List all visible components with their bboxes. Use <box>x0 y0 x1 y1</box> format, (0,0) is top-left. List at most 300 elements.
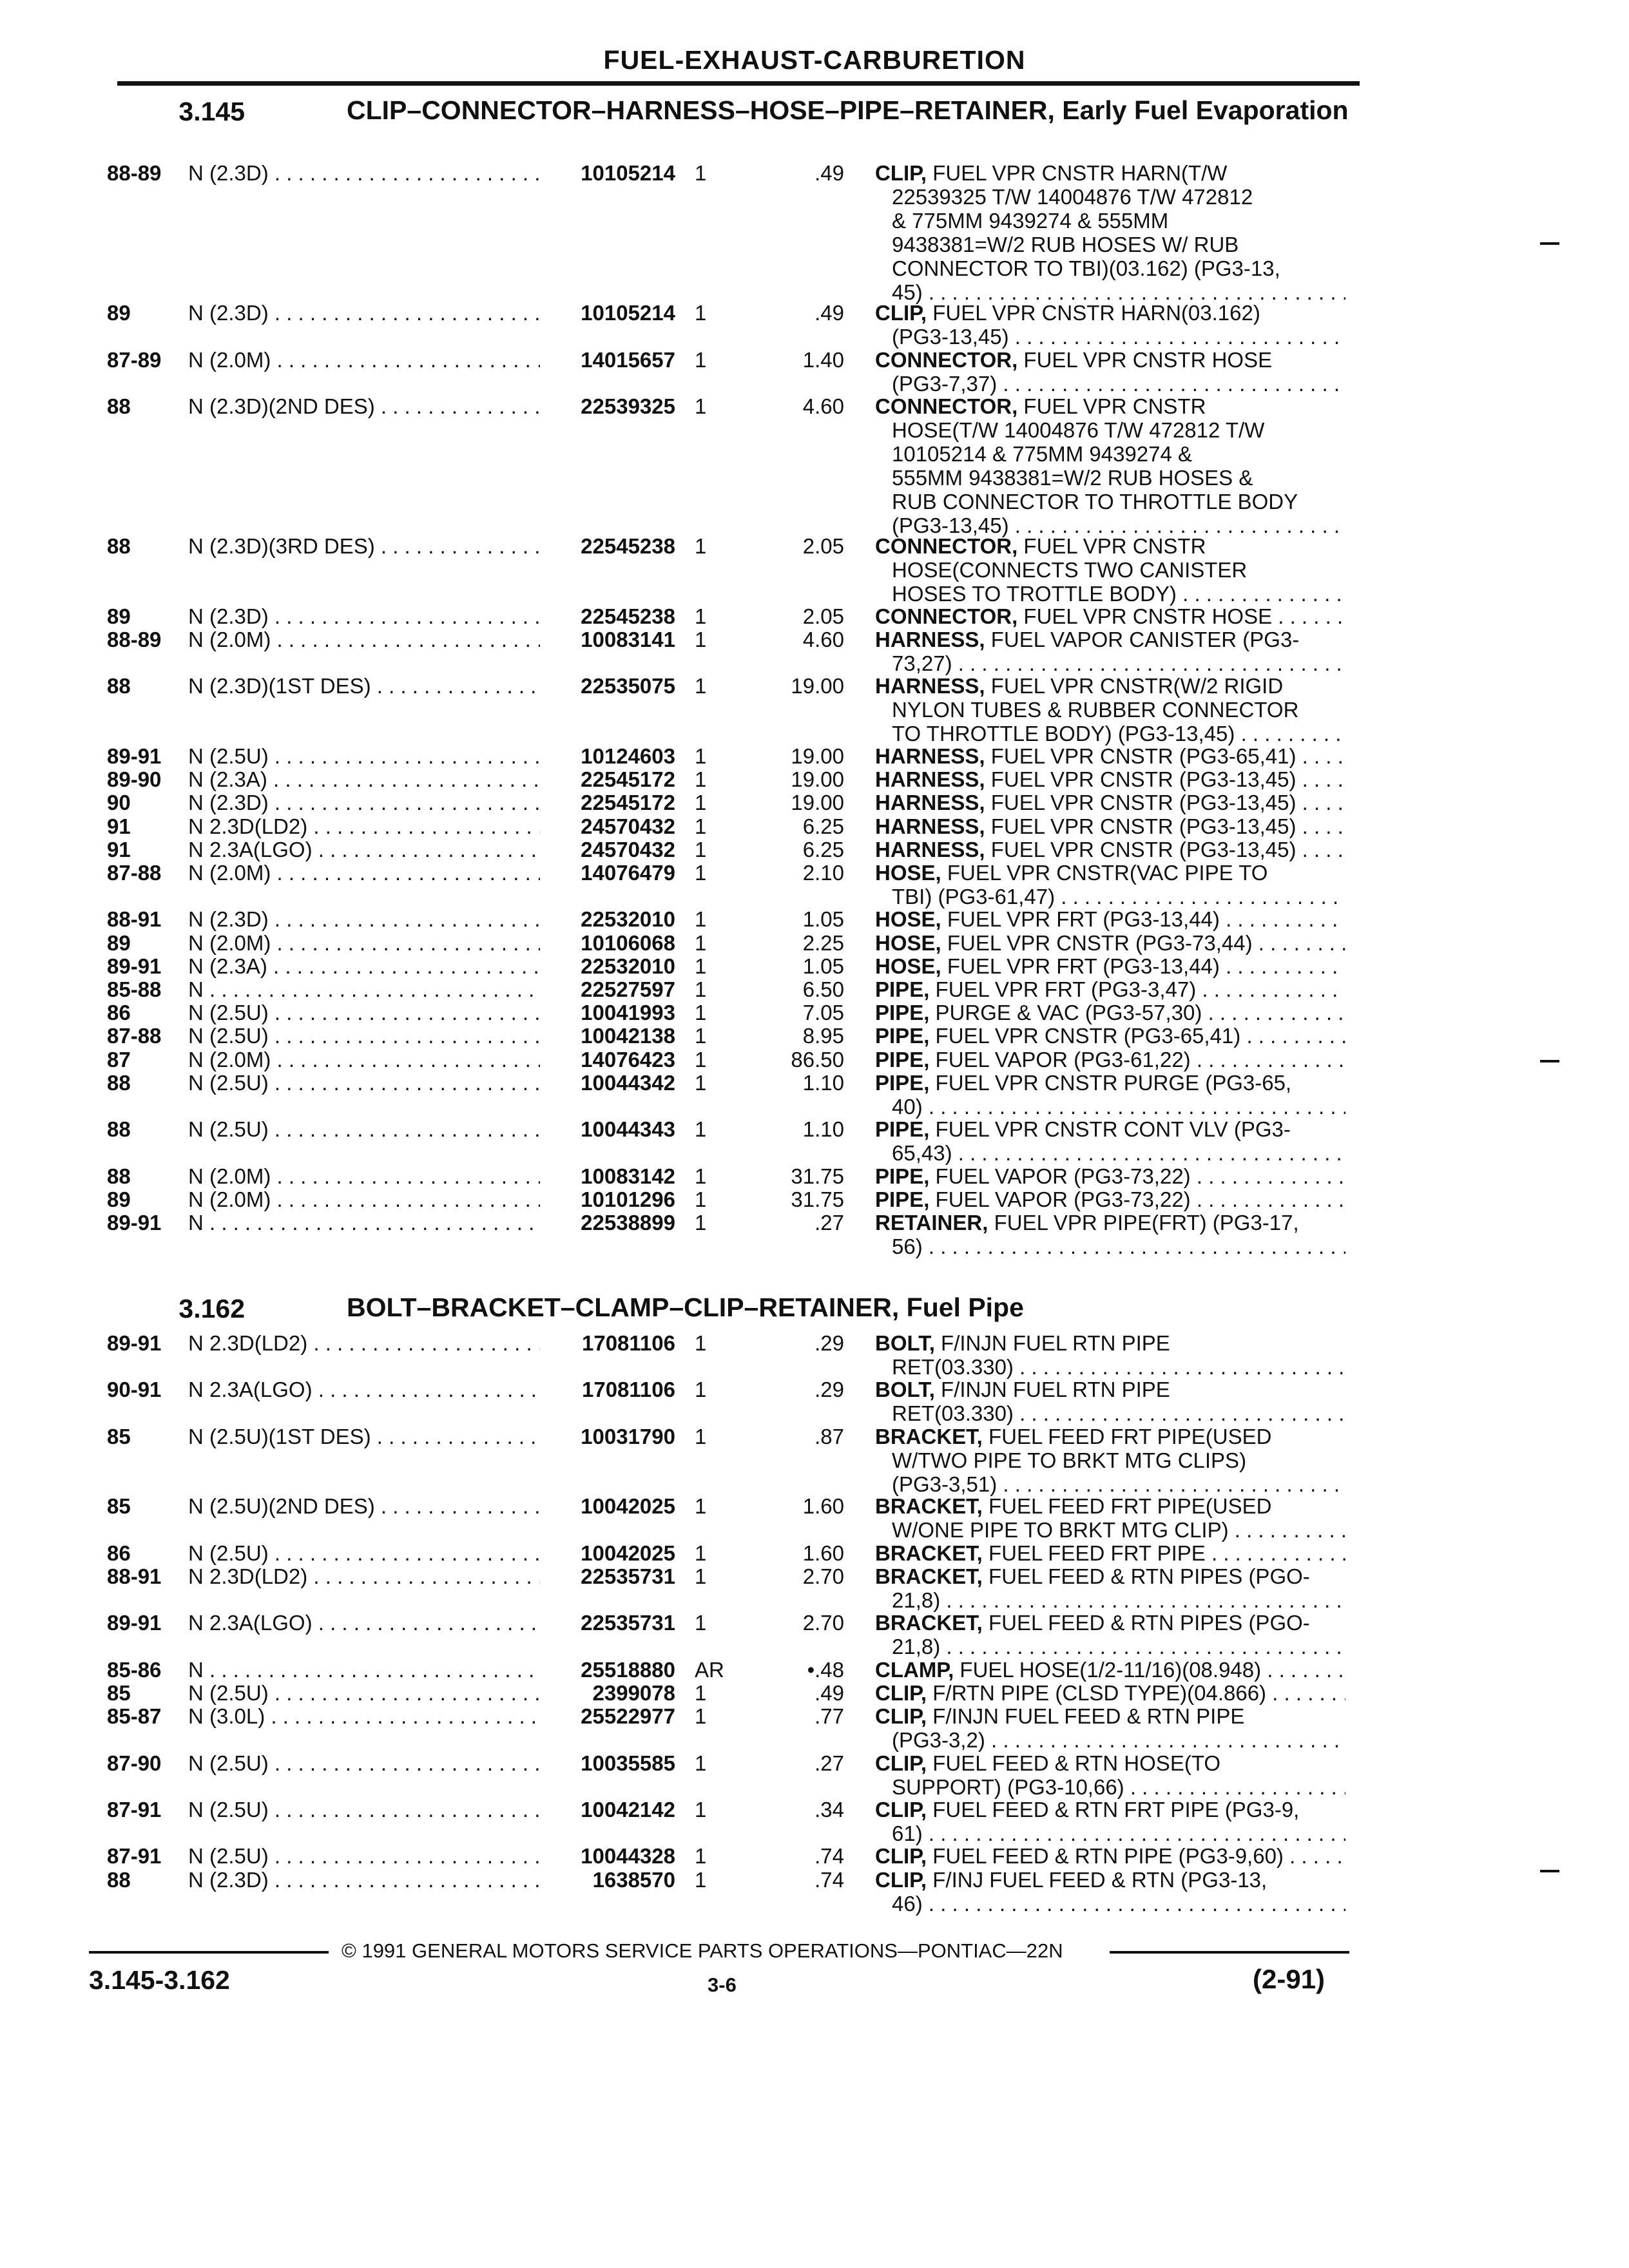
quantity: 1 <box>695 814 707 838</box>
model-year: 89-91 <box>107 1211 162 1235</box>
margin-mark <box>1540 1870 1559 1872</box>
description-line: CONNECTOR TO TBI)(03.162) (PG3-13, <box>892 256 1280 280</box>
part-name: HOSE, <box>875 907 941 932</box>
model-year: 85 <box>107 1494 131 1519</box>
quantity: 1 <box>695 791 707 815</box>
description <box>875 744 1345 768</box>
part-name: BRACKET, <box>875 1564 983 1588</box>
model-year: 85 <box>107 1681 131 1705</box>
part-number: 10042142 <box>581 1798 675 1821</box>
part-number: 22538899 <box>581 1211 675 1235</box>
description <box>875 1378 1345 1425</box>
quantity: 1 <box>695 1117 707 1142</box>
model-year: 89 <box>107 1187 131 1211</box>
quantity: 1 <box>695 930 707 955</box>
description-line <box>875 1844 1345 1868</box>
price: 31.75 <box>791 1187 844 1211</box>
section-number: 3.162 <box>178 1294 245 1323</box>
part-number: 14076423 <box>581 1047 675 1072</box>
quantity: 1 <box>695 1047 707 1072</box>
part-detail: FUEL VPR CNSTR (PG3-73,44) <box>941 930 1253 955</box>
quantity: 1 <box>695 604 707 628</box>
part-number: 10041993 <box>581 1001 675 1025</box>
part-number: 22532010 <box>581 954 675 978</box>
description-line: 73,27) . . . <box>875 651 1345 675</box>
description-line <box>875 1378 1345 1401</box>
description <box>875 1798 1345 1845</box>
description-line: TO THROTTLE BODY) (PG3-13,45) . . . <box>875 722 1345 745</box>
footer-date: (2-91) <box>1253 1964 1325 1994</box>
quantity: 1 <box>695 1494 707 1519</box>
price: .34 <box>815 1798 844 1821</box>
part-number: 22527597 <box>581 977 675 1001</box>
description <box>875 907 1345 931</box>
application: N (2.5U)(1ST DES) . . . <box>188 1425 540 1448</box>
model-year: 90-91 <box>107 1378 162 1402</box>
model-year: 88 <box>107 1070 131 1095</box>
model-year: 87-88 <box>107 1024 162 1048</box>
part-number: 25522977 <box>581 1704 675 1729</box>
part-name: PIPE, <box>875 977 930 1001</box>
part-number: 22535075 <box>581 674 675 698</box>
quantity: 1 <box>695 1187 707 1211</box>
quantity: 1 <box>695 1024 707 1048</box>
part-name: CLIP, <box>875 1681 927 1705</box>
section-title: BOLT–BRACKET–CLAMP–CLIP–RETAINER, Fuel Pipe <box>347 1293 1024 1322</box>
description-line: SUPPORT) (PG3-10,66) . . . <box>875 1775 1345 1799</box>
price: .49 <box>815 161 844 185</box>
model-year: 87-90 <box>107 1751 162 1775</box>
quantity: 1 <box>695 1704 707 1729</box>
part-detail: FUEL VPR CNSTR (PG3-65,41) <box>985 744 1296 768</box>
application: N (2.0M) . . . <box>188 628 540 651</box>
description <box>875 1751 1345 1799</box>
quantity: 1 <box>695 907 707 932</box>
description-line <box>875 1658 1345 1682</box>
application: N (2.0M) . . . <box>188 1187 540 1211</box>
description-line: 21,8) . . . <box>875 1588 1345 1612</box>
description <box>875 861 1345 908</box>
price: 2.10 <box>802 861 844 885</box>
description-line <box>875 767 1345 791</box>
model-year: 87-91 <box>107 1798 162 1821</box>
description-line <box>875 907 1345 931</box>
description-line: (PG3-3,51) . . . <box>875 1472 1345 1496</box>
margin-mark <box>1540 242 1559 245</box>
description-line: (PG3-13,45) . . . <box>875 325 1345 349</box>
part-name: CLIP, <box>875 1844 927 1869</box>
application: N . . . <box>188 1211 540 1235</box>
footer-page-number: 3-6 <box>708 1974 737 1996</box>
part-detail: F/INJ FUEL FEED & RTN (PG3-13, <box>927 1867 1268 1892</box>
quantity: 1 <box>695 861 707 885</box>
description-line <box>875 977 1345 1001</box>
part-name: HOSE, <box>875 954 941 978</box>
part-detail: FUEL VPR CNSTR (PG3-13,45) <box>985 814 1296 838</box>
model-year: 89 <box>107 604 131 628</box>
part-number: 17081106 <box>581 1378 675 1402</box>
part-number: 10101296 <box>581 1187 675 1211</box>
quantity: 1 <box>695 1844 707 1869</box>
description <box>875 1844 1345 1868</box>
model-year: 89-91 <box>107 1331 162 1355</box>
part-number: 10035585 <box>581 1751 675 1775</box>
part-name: PIPE, <box>875 1187 930 1211</box>
quantity: 1 <box>695 744 707 768</box>
part-number: 22532010 <box>581 907 675 932</box>
part-number: 10105214 <box>581 301 675 325</box>
description-line: HOSES TO TROTTLE BODY) . . . <box>875 582 1345 606</box>
footer-rule-left <box>89 1951 329 1954</box>
quantity: 1 <box>695 1541 707 1565</box>
description-line: HOSE(CONNECTS TWO CANISTER <box>892 558 1248 582</box>
part-name: CONNECTOR, <box>875 534 1018 559</box>
description-line: 65,43) . . . <box>875 1141 1345 1165</box>
section-number: 3.145 <box>178 97 245 126</box>
quantity: 1 <box>695 767 707 792</box>
application: N (2.5U) . . . <box>188 1024 540 1048</box>
application: N (2.0M) . . . <box>188 1048 540 1072</box>
part-number: 10106068 <box>581 930 675 955</box>
part-name: CONNECTOR, <box>875 394 1018 418</box>
quantity: 1 <box>695 837 707 861</box>
description <box>875 604 1345 628</box>
part-detail: FUEL FEED FRT PIPE(USED <box>982 1494 1272 1519</box>
price: 1.05 <box>802 907 844 932</box>
application: N (2.0M) . . . <box>188 348 540 372</box>
price: 19.00 <box>791 791 844 815</box>
part-name: CLIP, <box>875 1704 927 1729</box>
part-name: BRACKET, <box>875 1611 983 1635</box>
description-line <box>875 1425 1345 1448</box>
model-year: 88 <box>107 534 131 559</box>
part-number: 10031790 <box>581 1424 675 1448</box>
model-year: 86 <box>107 1001 131 1025</box>
part-detail: FUEL VPR FRT (PG3-13,44) <box>941 954 1220 978</box>
part-detail: FUEL VPR FRT (PG3-3,47) <box>929 977 1197 1001</box>
price: 7.05 <box>802 1001 844 1025</box>
description-line <box>875 931 1345 955</box>
part-name: HARNESS, <box>875 814 985 838</box>
model-year: 89-91 <box>107 1611 162 1635</box>
price: .27 <box>815 1211 844 1235</box>
description <box>875 161 1345 304</box>
quantity: AR <box>695 1657 724 1682</box>
quantity: 1 <box>695 674 707 698</box>
application: N (2.3A) . . . <box>188 767 540 791</box>
quantity: 1 <box>695 1424 707 1448</box>
part-name: HOSE, <box>875 861 941 885</box>
model-year: 89 <box>107 930 131 955</box>
part-number: 1638570 <box>592 1867 675 1892</box>
model-year: 90 <box>107 791 131 815</box>
description <box>875 628 1345 675</box>
part-detail: FUEL FEED FRT PIPE <box>982 1541 1206 1565</box>
application: N (2.5U) . . . <box>188 1844 540 1868</box>
model-year: 87-91 <box>107 1844 162 1869</box>
part-detail: F/RTN PIPE (CLSD TYPE)(04.866) <box>927 1681 1267 1705</box>
part-name: CLIP, <box>875 161 927 185</box>
part-detail: FUEL FEED & RTN PIPES (PGO- <box>982 1564 1310 1588</box>
description-line <box>875 1868 1345 1892</box>
description <box>875 1868 1345 1916</box>
price: 1.10 <box>802 1070 844 1095</box>
part-number: 10042025 <box>581 1494 675 1519</box>
application: N (2.5U) . . . <box>188 1751 540 1775</box>
description <box>875 1117 1345 1165</box>
description-line <box>875 1704 1345 1728</box>
description <box>875 1541 1345 1565</box>
part-name: BRACKET, <box>875 1541 983 1565</box>
description-line: 21,8) . . . <box>875 1635 1345 1658</box>
application: N 2.3A(LGO) . . . <box>188 1611 540 1635</box>
part-number: 10044343 <box>581 1117 675 1142</box>
section-title: CLIP–CONNECTOR–HARNESS–HOSE–PIPE–RETAINER, Early Fuel Evaporation <box>347 95 1349 125</box>
description <box>875 534 1345 606</box>
description <box>875 1425 1345 1496</box>
part-number: 10044328 <box>581 1844 675 1869</box>
price: 6.50 <box>802 977 844 1001</box>
description-line <box>875 1211 1345 1235</box>
part-name: HARNESS, <box>875 767 985 792</box>
application: N 2.3A(LGO) . . . <box>188 1378 540 1401</box>
description-line: TBI) (PG3-61,47) . . . <box>875 885 1345 908</box>
price: .74 <box>815 1844 844 1869</box>
description <box>875 1494 1345 1542</box>
quantity: 1 <box>695 1211 707 1235</box>
price: 4.60 <box>802 628 844 651</box>
description-line: (PG3-13,45) . . . <box>875 514 1345 537</box>
part-name: PIPE, <box>875 1024 930 1048</box>
price: .74 <box>815 1867 844 1892</box>
part-number: 22545172 <box>581 791 675 815</box>
application: N (2.5U) . . . <box>188 1798 540 1821</box>
description-line <box>875 1751 1345 1775</box>
description-line: 56) . . . <box>875 1235 1345 1258</box>
part-number: 25518880 <box>581 1657 675 1682</box>
description <box>875 1048 1345 1072</box>
model-year: 88-91 <box>107 1564 162 1588</box>
description <box>875 674 1345 745</box>
part-name: BOLT, <box>875 1331 935 1355</box>
description-line <box>875 161 1345 185</box>
description-line: 9438381=W/2 RUB HOSES W/ RUB <box>892 233 1239 256</box>
part-number: 14015657 <box>581 347 675 372</box>
description-line <box>875 1331 1345 1355</box>
part-detail: FUEL VPR CNSTR (PG3-13,45) <box>985 791 1296 815</box>
description-line <box>875 1798 1345 1821</box>
application: N (2.0M) . . . <box>188 931 540 955</box>
description-line <box>875 348 1345 372</box>
description <box>875 954 1345 978</box>
description <box>875 1331 1345 1379</box>
part-name: BOLT, <box>875 1378 935 1402</box>
part-name: HARNESS, <box>875 674 985 698</box>
description-line: 40) . . . <box>875 1095 1345 1119</box>
part-detail: FUEL VPR CNSTR <box>1017 394 1206 418</box>
part-number: 10042138 <box>581 1024 675 1048</box>
price: 1.05 <box>802 954 844 978</box>
part-name: PIPE, <box>875 1117 930 1142</box>
description-line: 46) . . . <box>875 1892 1345 1916</box>
part-number: 10105214 <box>581 161 675 185</box>
description-line <box>875 301 1345 325</box>
price: .29 <box>815 1331 844 1355</box>
description-line <box>875 1024 1345 1048</box>
description-line <box>875 861 1345 885</box>
quantity: 1 <box>695 1611 707 1635</box>
model-year: 88-89 <box>107 628 162 651</box>
application: N (2.3D)(3RD DES) . . . <box>188 534 540 558</box>
part-detail: FUEL VAPOR (PG3-73,22) <box>929 1164 1191 1188</box>
part-detail: PURGE & VAC (PG3-57,30) <box>929 1001 1202 1025</box>
quantity: 1 <box>695 347 707 372</box>
price: 1.60 <box>802 1541 844 1565</box>
model-year: 87-89 <box>107 347 162 372</box>
part-detail: FUEL FEED FRT PIPE(USED <box>982 1424 1272 1448</box>
description-line <box>875 1117 1345 1141</box>
quantity: 1 <box>695 394 707 418</box>
price: 1.60 <box>802 1494 844 1519</box>
price: •.48 <box>807 1657 844 1682</box>
description-line: HOSE(T/W 14004876 T/W 472812 T/W <box>892 418 1265 442</box>
description-line <box>875 1071 1345 1095</box>
price: .29 <box>815 1378 844 1402</box>
quantity: 1 <box>695 954 707 978</box>
part-number: 10124603 <box>581 744 675 768</box>
description-line <box>875 1164 1345 1188</box>
description-line: RET(03.330) . . . <box>875 1401 1345 1425</box>
model-year: 88 <box>107 674 131 698</box>
description <box>875 814 1345 838</box>
price: 19.00 <box>791 674 844 698</box>
description-line <box>875 1001 1345 1024</box>
quantity: 1 <box>695 161 707 185</box>
quantity: 1 <box>695 1867 707 1892</box>
price: 6.25 <box>802 837 844 861</box>
description-line <box>875 791 1345 814</box>
quantity: 1 <box>695 1681 707 1705</box>
description-line: W/ONE PIPE TO BRKT MTG CLIP) . . . <box>875 1518 1345 1542</box>
description <box>875 767 1345 791</box>
part-name: HARNESS, <box>875 628 985 651</box>
quantity: 1 <box>695 1001 707 1025</box>
model-year: 88 <box>107 1117 131 1142</box>
description <box>875 1564 1345 1612</box>
part-name: HARNESS, <box>875 791 985 815</box>
part-number: 22535731 <box>581 1611 675 1635</box>
model-year: 88-89 <box>107 161 162 185</box>
quantity: 1 <box>695 1564 707 1588</box>
description-line <box>875 1681 1345 1705</box>
quantity: 1 <box>695 301 707 325</box>
application: N (2.3D) . . . <box>188 161 540 185</box>
application: N (2.5U) . . . <box>188 744 540 768</box>
description-line: 10105214 & 775MM 9439274 & <box>892 442 1193 466</box>
application: N (2.3D) . . . <box>188 301 540 325</box>
description-line: NYLON TUBES & RUBBER CONNECTOR <box>892 698 1299 722</box>
part-number: 10044342 <box>581 1070 675 1095</box>
price: 19.00 <box>791 767 844 792</box>
description <box>875 791 1345 814</box>
page-header-title: FUEL-EXHAUST-CARBURETION <box>603 45 1026 75</box>
model-year: 88 <box>107 1867 131 1892</box>
part-detail: FUEL VAPOR (PG3-61,22) <box>929 1047 1191 1072</box>
price: 31.75 <box>791 1164 844 1188</box>
part-number: 10083142 <box>581 1164 675 1188</box>
model-year: 85 <box>107 1424 131 1448</box>
part-name: CONNECTOR, <box>875 347 1018 372</box>
quantity: 1 <box>695 1798 707 1821</box>
description-line: 22539325 T/W 14004876 T/W 472812 <box>892 185 1253 209</box>
part-detail: FUEL VPR CNSTR (PG3-13,45) <box>985 767 1296 792</box>
description-line: (PG3-3,2) . . . <box>875 1728 1345 1752</box>
part-detail: FUEL VPR CNSTR CONT VLV (PG3- <box>929 1117 1291 1142</box>
price: 2.70 <box>802 1611 844 1635</box>
quantity: 1 <box>695 1331 707 1355</box>
footer-copyright: © 1991 GENERAL MOTORS SERVICE PARTS OPERATIONS—PONTIAC—22N <box>342 1939 1063 1962</box>
margin-mark <box>1540 1060 1559 1062</box>
part-detail: FUEL VPR CNSTR HARN(T/W <box>927 161 1228 185</box>
description-line <box>875 1564 1345 1588</box>
application: N 2.3D(LD2) . . . <box>188 1564 540 1588</box>
description-line: 45) . . . <box>875 280 1345 304</box>
part-name: HARNESS, <box>875 744 985 768</box>
application: N . . . <box>188 1658 540 1682</box>
part-detail: FUEL VPR CNSTR HOSE <box>1017 604 1273 628</box>
description-line <box>875 394 1345 418</box>
description-line <box>875 534 1345 558</box>
part-name: CLIP, <box>875 1798 927 1821</box>
price: 2.70 <box>802 1564 844 1588</box>
part-number: 24570432 <box>581 837 675 861</box>
part-detail: FUEL VPR FRT (PG3-13,44) <box>941 907 1220 932</box>
part-detail: FUEL VPR CNSTR HARN(03.162) <box>927 301 1260 325</box>
price: .49 <box>815 301 844 325</box>
application: N (2.3D)(2ND DES) . . . <box>188 394 540 418</box>
part-name: CLAMP, <box>875 1657 954 1682</box>
part-detail: FUEL FEED & RTN FRT PIPE (PG3-9, <box>927 1798 1300 1821</box>
application: N (2.3D)(1ST DES) . . . <box>188 674 540 698</box>
model-year: 86 <box>107 1541 131 1565</box>
description-line: (PG3-7,37) . . . <box>875 372 1345 396</box>
part-name: CONNECTOR, <box>875 604 1018 628</box>
description-line <box>875 604 1345 628</box>
description <box>875 1001 1345 1024</box>
description <box>875 348 1345 396</box>
part-detail: FUEL VAPOR CANISTER (PG3- <box>985 628 1300 651</box>
description-line <box>875 1494 1345 1518</box>
price: .49 <box>815 1681 844 1705</box>
description-line <box>875 1611 1345 1635</box>
part-number: 10083141 <box>581 628 675 651</box>
part-number: 22545172 <box>581 767 675 792</box>
model-year: 85-88 <box>107 977 162 1001</box>
part-name: BRACKET, <box>875 1424 983 1448</box>
application: N 2.3A(LGO) . . . <box>188 838 540 861</box>
description <box>875 1211 1345 1258</box>
model-year: 87 <box>107 1047 131 1072</box>
quantity: 1 <box>695 534 707 559</box>
part-detail: FUEL VPR CNSTR (PG3-65,41) <box>929 1024 1241 1048</box>
description <box>875 977 1345 1001</box>
description-line <box>875 838 1345 861</box>
description <box>875 1681 1345 1705</box>
application: N (2.3D) . . . <box>188 604 540 628</box>
price: 8.95 <box>802 1024 844 1048</box>
description-line <box>875 954 1345 978</box>
description <box>875 1187 1345 1211</box>
